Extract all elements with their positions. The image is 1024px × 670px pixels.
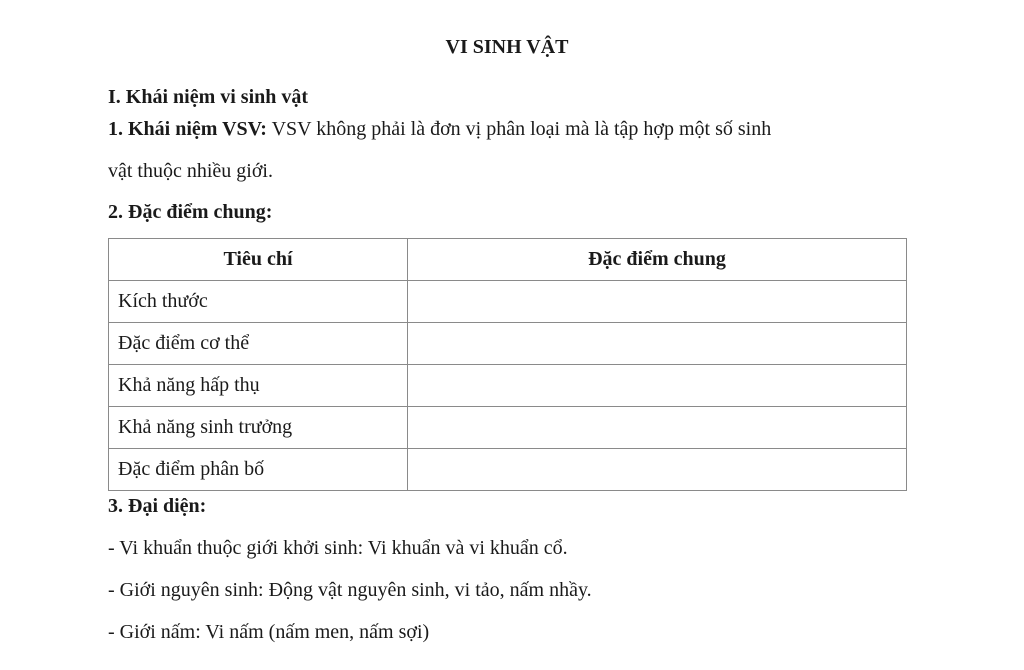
table-cell-criteria: Đặc điểm cơ thể [109, 323, 408, 365]
concept-paragraph-line1 [108, 118, 771, 141]
concept-paragraph-line2: vật thuộc nhiều giới. [108, 160, 273, 182]
table-row [109, 449, 907, 491]
table-cell-criteria: Khả năng hấp thụ [109, 365, 408, 407]
table-row [109, 281, 907, 323]
concept-text: VSV không phải là đơn vị phân loại mà là tập hợp một số sinh [266, 118, 772, 140]
table-row [109, 323, 907, 365]
table-header-row [109, 239, 907, 281]
concept-label: 1. Khái niệm VSV: [108, 118, 267, 140]
list-item: - Giới nấm: Vi nấm (nấm men, nấm sợi) [108, 621, 430, 643]
features-table [108, 238, 907, 491]
table-cell-feature [408, 323, 907, 365]
table-row [109, 407, 907, 449]
list-item: - Vi khuẩn thuộc giới khởi sinh: Vi khuẩn và vi khuẩn cổ. [108, 537, 568, 559]
table-cell-criteria: Đặc điểm phân bố [109, 449, 408, 491]
list-item: - Giới nguyên sinh: Động vật nguyên sinh, vi tảo, nấm nhầy. [108, 579, 592, 601]
section-heading: I. Khái niệm vi sinh vật [108, 86, 309, 108]
table-header-criteria: Tiêu chí [109, 239, 408, 281]
table-row [109, 365, 907, 407]
table-cell-feature [408, 407, 907, 449]
table-cell-feature [408, 281, 907, 323]
table-cell-feature [408, 365, 907, 407]
table-header-features: Đặc điểm chung [408, 239, 907, 281]
representatives-heading: 3. Đại diện: [108, 495, 207, 517]
features-heading: 2. Đặc điểm chung: [108, 201, 273, 223]
document-title: VI SINH VẬT [445, 36, 569, 58]
table-cell-feature [408, 449, 907, 491]
table-cell-criteria: Khả năng sinh trưởng [109, 407, 408, 449]
table-cell-criteria: Kích thước [109, 281, 408, 323]
